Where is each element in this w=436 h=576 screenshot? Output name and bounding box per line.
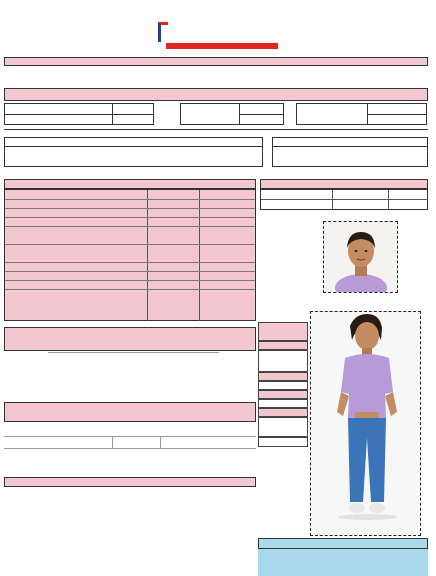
skill-working-exp — [258, 322, 308, 341]
personal-row-value — [148, 208, 200, 217]
skill-clean — [258, 372, 308, 381]
agent-bar-lower — [258, 549, 428, 576]
personal-row — [5, 208, 255, 217]
face-photo-illustration — [324, 222, 398, 293]
personal-row-value — [148, 280, 200, 289]
personal-row — [5, 217, 255, 226]
worker-name-box — [272, 137, 428, 167]
personal-row-value — [148, 244, 200, 262]
personal-row-value — [148, 217, 200, 226]
personal-row-arabic — [203, 289, 253, 309]
passport-details-header — [260, 179, 428, 189]
company-logo — [156, 12, 281, 48]
personal-row-arabic — [203, 217, 253, 226]
skill-cook — [258, 437, 308, 447]
personal-row-value — [148, 226, 200, 244]
personal-row-arabic — [203, 226, 253, 244]
experience-header — [4, 402, 256, 422]
personal-row-value — [148, 190, 200, 199]
personal-row — [5, 226, 255, 244]
personal-row-value — [148, 289, 200, 309]
personal-row-arabic — [203, 280, 253, 289]
personal-row-arabic — [203, 271, 253, 280]
work-preference-header — [4, 477, 256, 487]
mobile-box — [4, 137, 263, 167]
personal-row-arabic — [203, 244, 253, 262]
personal-row — [5, 262, 255, 271]
personal-row — [5, 244, 255, 262]
personal-row — [5, 271, 255, 280]
skill-baby — [258, 408, 308, 417]
personal-row — [5, 289, 255, 309]
personal-row — [5, 199, 255, 208]
full-body-photo — [310, 311, 421, 536]
personal-row-arabic — [203, 208, 253, 217]
applicants-info-bar — [4, 88, 428, 101]
skill-ironing — [258, 390, 308, 399]
skill-value — [258, 399, 308, 408]
skill-value — [258, 350, 308, 372]
agent-bar — [258, 538, 428, 549]
personal-row-arabic — [203, 190, 253, 199]
skill-value — [258, 381, 308, 390]
personal-row — [5, 280, 255, 289]
personal-details-header — [4, 179, 256, 189]
full-body-illustration — [311, 312, 421, 536]
skill-wash — [258, 341, 308, 350]
personal-row-arabic — [203, 262, 253, 271]
skill-value — [258, 417, 308, 437]
language-header — [4, 327, 256, 351]
personal-row-value — [148, 262, 200, 271]
face-photo — [323, 221, 398, 293]
personal-row-arabic — [203, 199, 253, 208]
personal-row-value — [148, 199, 200, 208]
company-name-bar — [4, 57, 428, 66]
personal-row-value — [148, 271, 200, 280]
logo-sub — [166, 43, 278, 49]
logo-mark-icon — [158, 22, 168, 42]
personal-row — [5, 190, 255, 199]
